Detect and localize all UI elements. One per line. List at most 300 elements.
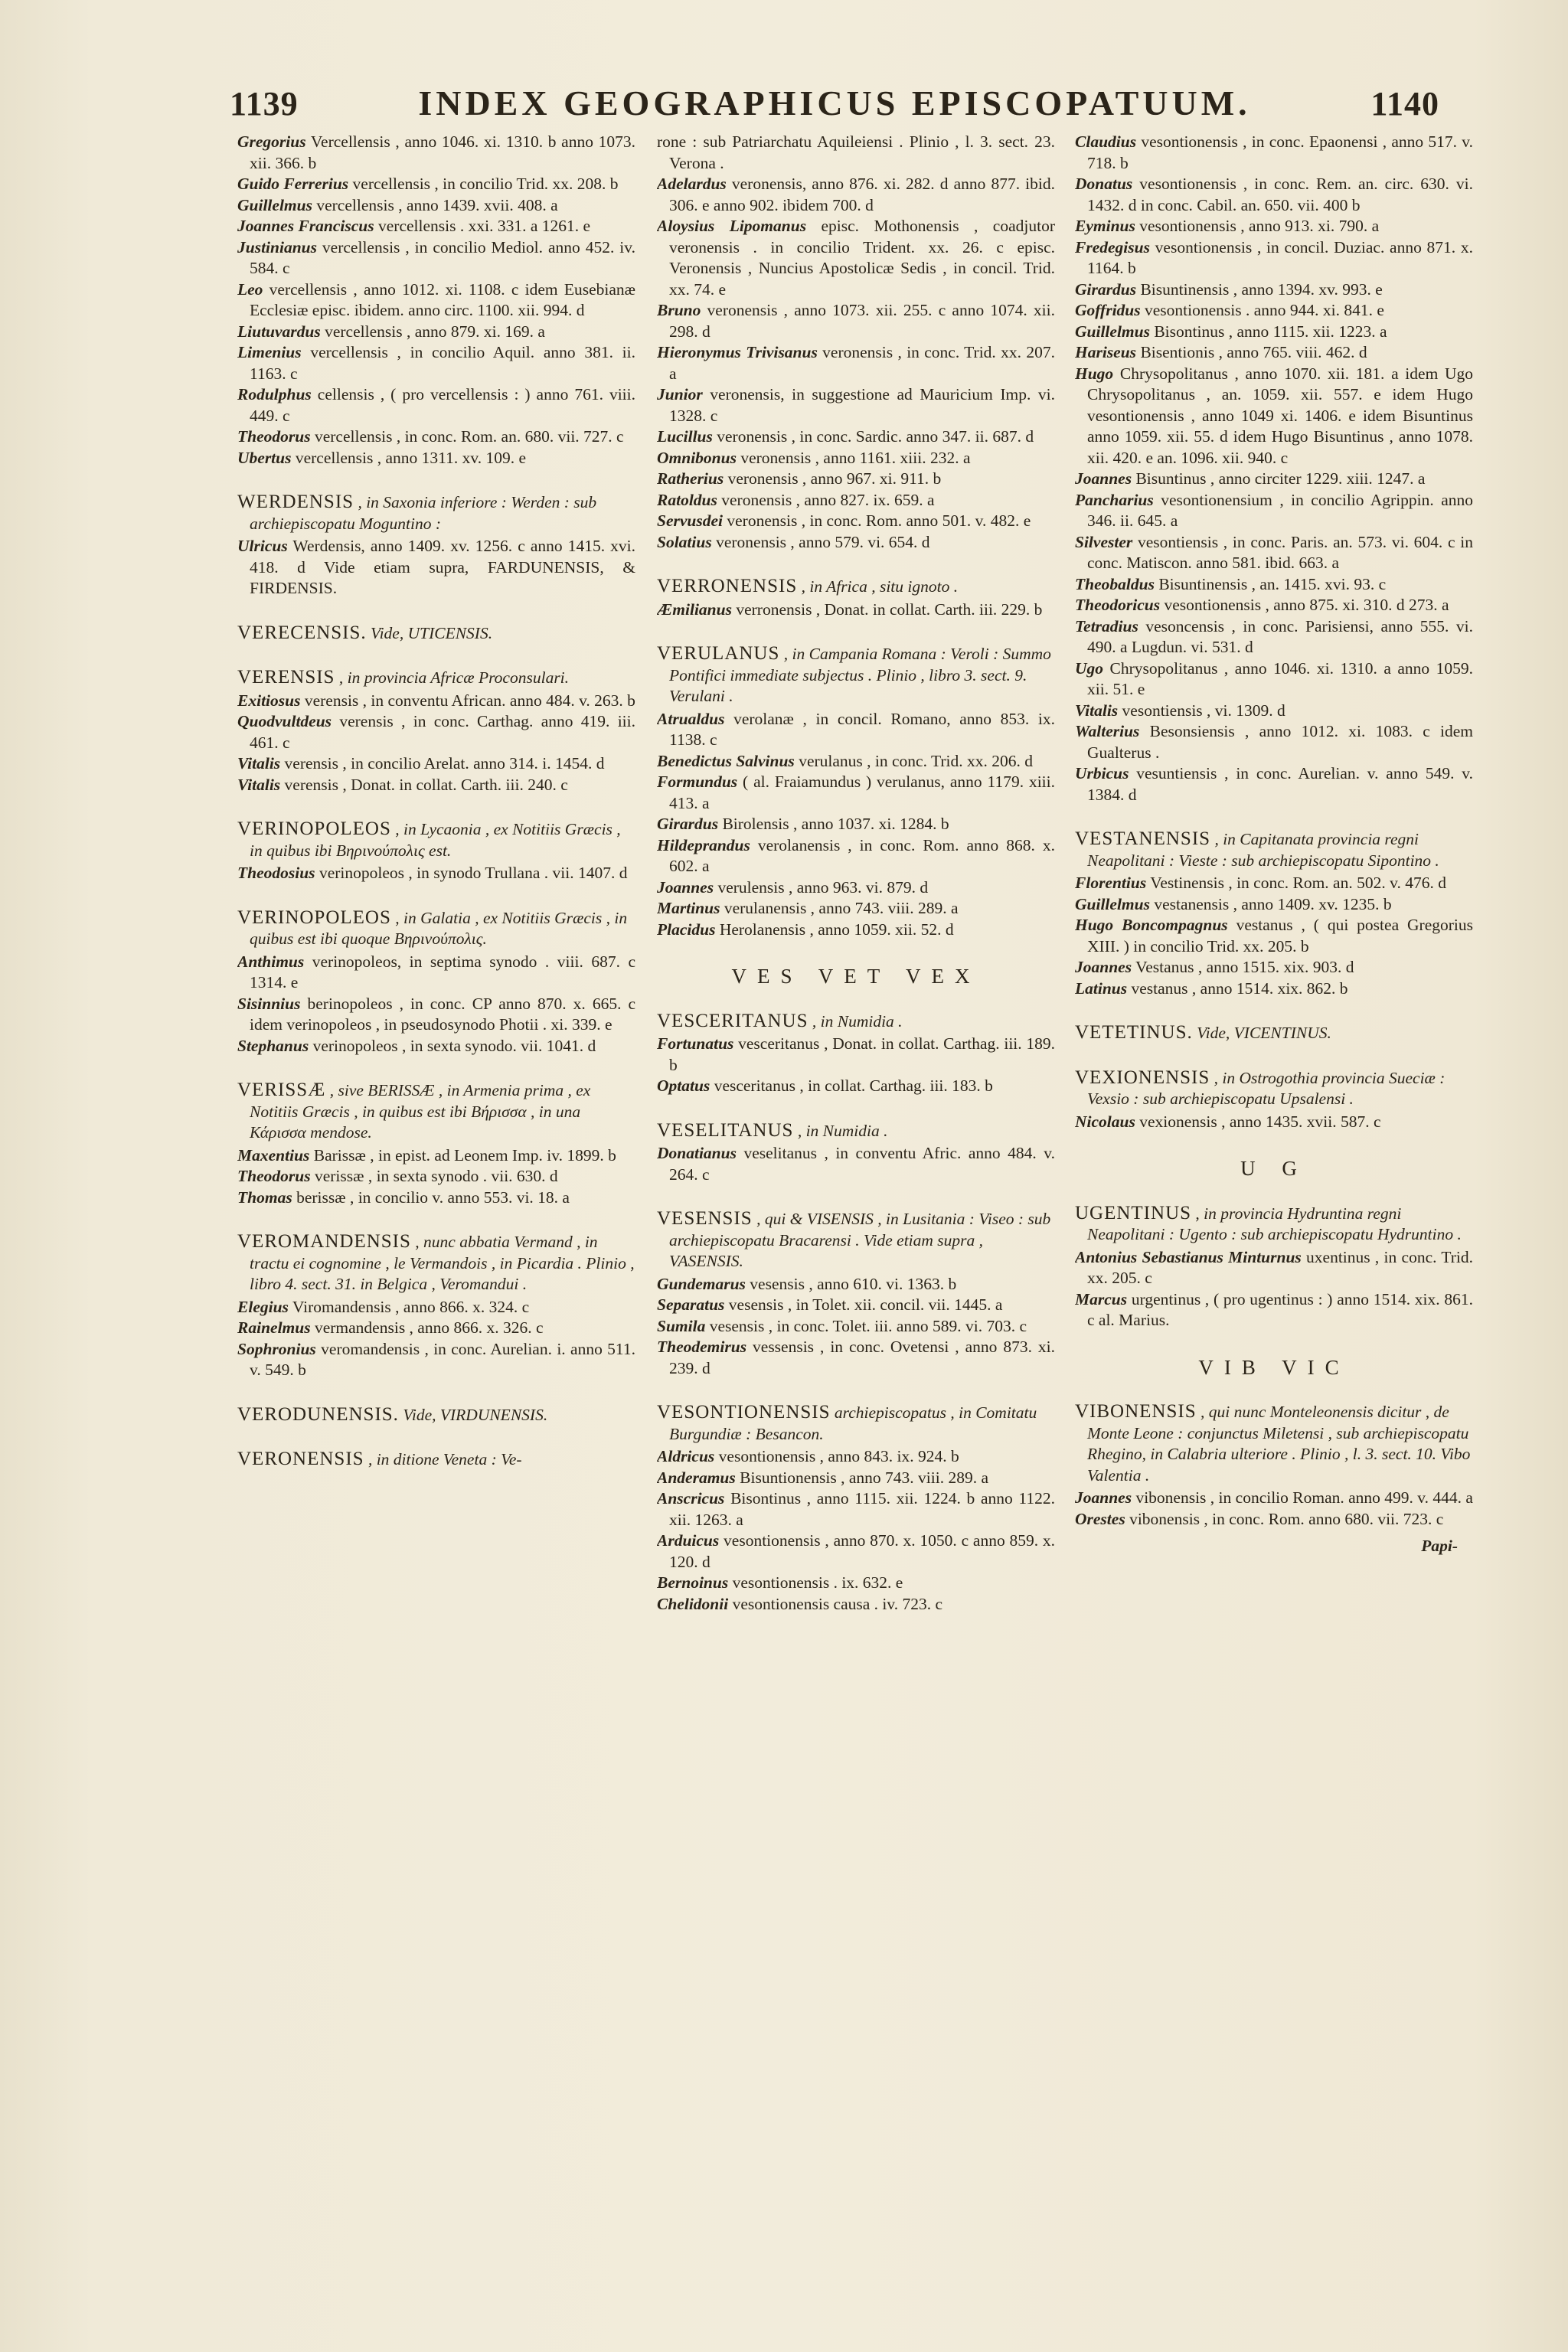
bishop-name: Exitiosus	[237, 691, 301, 710]
entry-reference: berinopoleos , in conc. CP anno 870. x. 665. c idem verinopoleos , in pseudosynodo Photii . xi. 339. e	[250, 994, 635, 1034]
bishop-name: Theodorus	[237, 1167, 311, 1185]
bishop-name: Walterius	[1075, 722, 1140, 740]
see-note: , in Africa , situ ignoto .	[797, 577, 959, 596]
index-entry	[657, 216, 1055, 300]
see-name: VESCERITANUS	[657, 1010, 808, 1031]
entry-reference: urgentinus , ( pro ugentinus : ) anno 1514. xix. 861. c al. Marius.	[1087, 1289, 1473, 1329]
entry-reference: vesontionensis causa . iv. 723. c	[728, 1594, 943, 1613]
entry-reference: vexionensis , anno 1435. xvii. 587. c	[1135, 1112, 1381, 1131]
see-note: Vide, VICENTINUS.	[1192, 1024, 1331, 1042]
entry-reference: veronensis , anno 827. ix. 659. a	[717, 490, 935, 509]
see-note: archiepiscopatus , in Comitatu Burgundiæ : Besancon.	[669, 1403, 1037, 1443]
entry-reference: veronensis , anno 1073. xii. 255. c anno 1074. xii. 298. d	[669, 301, 1055, 341]
entry-reference: vesoncensis , in conc. Parisiensi, anno 555. vi. 490. a Lugdun. vi. 531. d	[1087, 616, 1473, 656]
see-heading	[237, 1449, 635, 1471]
index-entry	[657, 511, 1055, 532]
entry-reference: vesceritanus , in collat. Carthag. iii. 183. b	[710, 1076, 993, 1095]
page-title: INDEX GEOGRAPHICUS EPISCOPATUUM.	[418, 83, 1251, 122]
index-entry	[1075, 721, 1473, 763]
see-note: , in Ostrogothia provincia Sueciæ : Vexsio : sub archiepiscopatu Upsalensi .	[1087, 1068, 1446, 1108]
index-entry	[1075, 658, 1473, 701]
see-name: VERISSÆ	[237, 1080, 326, 1100]
see-name: VETETINUS.	[1075, 1022, 1193, 1043]
index-entry	[1075, 1112, 1473, 1133]
bishop-name: Optatus	[657, 1076, 710, 1095]
entry-reference: Barissæ , in epist. ad Leonem Imp. iv. 1899. b	[309, 1145, 616, 1165]
entry-reference: vesuntiensis , in conc. Aurelian. v. anno 549. v. 1384. d	[1087, 764, 1473, 804]
see-note: , sive BERISSÆ , in Armenia prima , ex Notitiis Græcis , in quibus est ibi Βήρισσα , in una Κάρισσα mendose.	[250, 1081, 591, 1142]
bishop-name: Liutuvardus	[237, 322, 321, 341]
entry-reference: veronensis , in conc. Rom. anno 501. v. 482. e	[723, 511, 1031, 530]
bishop-name: Omnibonus	[657, 448, 737, 467]
index-entry	[237, 279, 635, 322]
bishop-name: Orestes	[1075, 1509, 1125, 1528]
bishop-name: Anderamus	[657, 1468, 736, 1487]
index-entry	[657, 532, 1055, 554]
entry-reference: vercellensis . xxi. 331. a 1261. e	[374, 217, 591, 235]
entry-reference: verinopoleos, in septima synodo . viii. 687. c 1314. e	[250, 952, 635, 991]
entry-reference: vermandensis , anno 866. x. 326. c	[310, 1318, 544, 1337]
index-entry	[657, 877, 1055, 899]
index-entry	[237, 174, 635, 195]
bishop-name: Marcus	[1075, 1289, 1128, 1308]
index-entry	[657, 1573, 1055, 1594]
see-note: , qui & VISENSIS , in Lusitania : Viseo : sub archiepiscopatu Bracarensi . Vide etiam supra , VASENSIS.	[669, 1210, 1051, 1270]
see-name: VESENSIS	[657, 1208, 753, 1229]
bishop-name: Guillelmus	[237, 195, 312, 214]
bishop-name: Hieronymus Trivisanus	[657, 343, 818, 361]
bishop-name: Aldricus	[657, 1447, 715, 1465]
index-entry	[1075, 595, 1473, 616]
entry-reference: vesontionensis , anno 843. ix. 924. b	[714, 1447, 959, 1465]
entry-reference: veronensis, in suggestione ad Mauricium Imp. vi. 1328. c	[669, 385, 1055, 425]
bishop-name: Joannes	[657, 877, 714, 897]
bishop-name: Claudius	[1075, 132, 1137, 151]
see-heading	[237, 492, 635, 534]
bishop-name: Maxentius	[237, 1145, 310, 1165]
entry-reference: Bisontinus , anno 1115. xii. 1223. a	[1149, 322, 1387, 341]
bishop-name: Anthimus	[237, 952, 305, 971]
index-entry	[657, 835, 1055, 877]
index-entry	[1075, 216, 1473, 237]
entry-reference: verulanensis , anno 743. viii. 289. a	[720, 899, 959, 917]
entry-reference: uxentinus , in conc. Trid. xx. 205. c	[1087, 1247, 1473, 1287]
see-heading	[1075, 828, 1473, 871]
bishop-name: Urbicus	[1075, 764, 1129, 782]
see-heading	[1075, 1203, 1473, 1246]
bishop-name: Placidus	[657, 920, 716, 939]
see-name: VESTANENSIS	[1075, 828, 1211, 849]
bishop-name: Formundus	[657, 773, 738, 791]
index-entry	[237, 426, 635, 448]
index-entry	[657, 490, 1055, 511]
see-name: VERECENSIS.	[237, 622, 367, 643]
entry-reference: verensis , in conc. Carthag. anno 419. iii. 461. c	[250, 712, 635, 752]
index-entry	[237, 1166, 635, 1187]
index-entry	[657, 751, 1055, 773]
entry-reference: verronensis , Donat. in collat. Carth. iii. 229. b	[731, 599, 1043, 619]
bishop-name: Justinianus	[237, 237, 317, 256]
entry-reference: Bisentionis , anno 765. viii. 462. d	[1136, 343, 1367, 361]
entry-reference: vercellensis , in conc. Rom. an. 680. vii. 727. c	[310, 427, 624, 446]
bishop-name: Vitalis	[237, 754, 281, 773]
catchword	[1075, 1536, 1473, 1557]
bishop-name: Solatius	[657, 532, 712, 551]
bishop-name: Anscricus	[657, 1489, 725, 1508]
index-entry	[657, 469, 1055, 490]
entry-reference: vestanus , ( qui postea Gregorius XIII. ) in concilio Trid. xx. 205. b	[1087, 916, 1473, 956]
entry-reference: Herolanensis , anno 1059. xii. 52. d	[715, 920, 954, 939]
index-entry	[657, 342, 1055, 384]
see-heading	[237, 1080, 635, 1144]
bishop-name: Girardus	[657, 815, 719, 833]
entry-reference: vesensis , anno 610. vi. 1363. b	[745, 1274, 957, 1293]
see-note: , in provincia Hydruntina regni Neapolitani : Ugento : sub archiepiscopatu Hydruntino .	[1087, 1204, 1462, 1243]
entry-reference: Bisuntionensis , anno 743. viii. 289. a	[735, 1468, 989, 1487]
see-name: VERINOPOLEOS	[237, 818, 391, 839]
see-name: VERONENSIS	[237, 1449, 364, 1469]
index-entry	[1075, 174, 1473, 216]
entry-reference: Werdensis, anno 1409. xv. 1256. c anno 1415. xvi. 418. d Vide etiam supra, FARDUNENSIS, & FIRDENSIS.	[250, 537, 635, 597]
index-entry	[657, 1594, 1055, 1615]
bishop-name: Bruno	[657, 301, 701, 319]
see-name: VEXIONENSIS	[1075, 1067, 1210, 1088]
see-note: , in Galatia , ex Notitiis Græcis , in quibus est ibi quoque Βηρινούπολις.	[250, 908, 628, 948]
bishop-name: Eyminus	[1075, 217, 1135, 235]
entry-reference: cellensis , ( pro vercellensis : ) anno 761. viii. 449. c	[250, 385, 635, 425]
see-note: Vide, VIRDUNENSIS.	[398, 1405, 548, 1424]
index-entry	[1075, 132, 1473, 174]
entry-reference: vestanus , anno 1514. xix. 862. b	[1127, 978, 1348, 998]
entry-reference: Bisontinus , anno 1115. xii. 1224. b anno 1122. xii. 1263. a	[669, 1489, 1055, 1529]
entry-reference: Besonsiensis , anno 1012. xi. 1083. c idem Gualterus .	[1087, 722, 1473, 762]
bishop-name: Quodvultdeus	[237, 712, 332, 730]
entry-reference: verensis , in concilio Arelat. anno 314. i. 1454. d	[280, 754, 605, 773]
index-entry	[657, 1530, 1055, 1573]
entry-reference: Vercellensis , anno 1046. xi. 1310. b anno 1073. xii. 366. b	[250, 132, 635, 172]
see-heading	[237, 818, 635, 861]
index-entry	[1075, 1289, 1473, 1331]
index-entry	[237, 1145, 635, 1167]
index-entry	[237, 775, 635, 796]
bishop-name: Theobaldus	[1075, 574, 1155, 593]
index-entry	[1075, 1509, 1473, 1530]
bishop-name: Chelidonii	[657, 1594, 729, 1613]
index-entry	[657, 1295, 1055, 1316]
index-entry	[1075, 763, 1473, 805]
index-entry	[1075, 894, 1473, 916]
see-heading	[237, 1231, 635, 1295]
index-entry	[237, 1036, 635, 1057]
index-entry	[1075, 1247, 1473, 1289]
index-entry	[657, 300, 1055, 342]
bishop-name: Adelardus	[657, 175, 727, 193]
index-entry	[657, 920, 1055, 941]
bishop-name: Ratherius	[657, 469, 724, 488]
index-entry	[1075, 915, 1473, 957]
page-number-left: 1139	[230, 85, 299, 122]
index-entry	[657, 1143, 1055, 1185]
see-heading	[657, 1011, 1055, 1033]
bishop-name: Joannes	[1075, 469, 1132, 488]
entry-reference: episc. Mothonensis , coadjutor veronensis . in concilio Trident. xx. 26. c episc. Veronensis , Nuncius Apostolicæ Sedis , in concil. Trid. xx. 74. e	[669, 217, 1055, 299]
bishop-name: Joannes	[1075, 958, 1132, 976]
entry-reference: vercellensis , in concilio Mediol. anno 452. iv. 584. c	[250, 237, 635, 277]
entry-reference: verulanus , in conc. Trid. xx. 206. d	[794, 751, 1033, 770]
bishop-name: Lucillus	[657, 427, 713, 446]
entry-reference: vesontionensis , in concil. Duziac. anno 871. x. 1164. b	[1087, 237, 1473, 277]
index-entry	[657, 1076, 1055, 1097]
see-heading	[237, 667, 635, 689]
see-name: WERDENSIS	[237, 492, 354, 512]
index-entry	[237, 384, 635, 426]
entry-reference: Bisuntinus , anno circiter 1229. xiii. 1247. a	[1132, 469, 1426, 488]
index-entry	[1075, 701, 1473, 722]
see-name: VESONTIONENSIS	[657, 1402, 831, 1423]
entry-reference: Chrysopolitanus , anno 1046. xi. 1310. a anno 1059. xii. 51. e	[1087, 658, 1473, 698]
entry-reference: vesontionensis , anno 875. xi. 310. d 273. a	[1160, 596, 1449, 614]
entry-reference: vercellensis , anno 879. xi. 169. a	[320, 322, 545, 341]
entry-reference: vesensis , in conc. Tolet. iii. anno 589. vi. 703. c	[705, 1316, 1027, 1335]
see-heading	[1075, 1067, 1473, 1110]
bishop-name: Atrualdus	[657, 709, 725, 728]
entry-reference: vesontiensis , vi. 1309. d	[1118, 701, 1285, 720]
entry-reference: vibonensis , in concilio Roman. anno 499. v. 444. a	[1132, 1488, 1473, 1507]
column-1	[237, 132, 635, 2199]
index-entry	[237, 1297, 635, 1318]
entry-reference: verinopoleos , in synodo Trullana . vii. 1407. d	[315, 864, 628, 882]
entry-reference: vessensis , in conc. Ovetensi , anno 873. xi. 239. d	[669, 1338, 1055, 1377]
bishop-name: Thomas	[237, 1187, 292, 1207]
entry-reference: veronensis , in conc. Sardic. anno 347. ii. 687. d	[712, 427, 1034, 446]
see-heading	[657, 1208, 1055, 1272]
bishop-name: Ratoldus	[657, 490, 717, 509]
entry-reference: Bisuntinensis , anno 1394. xv. 993. e	[1136, 279, 1383, 299]
entry-reference: veronensis , anno 579. vi. 654. d	[711, 532, 930, 551]
entry-reference: Vestanus , anno 1515. xix. 903. d	[1132, 958, 1354, 976]
see-name: VERULANUS	[657, 643, 780, 664]
entry-reference: vesontionensium , in concilio Agrippin. anno 346. ii. 645. a	[1087, 490, 1473, 530]
entry-reference: veselitanus , in conventu Afric. anno 484. v. 264. c	[669, 1144, 1055, 1184]
bishop-name: Latinus	[1075, 978, 1128, 998]
entry-reference: verulensis , anno 963. vi. 879. d	[714, 877, 929, 897]
index-entry	[237, 195, 635, 217]
page-number-right: 1140	[1370, 85, 1439, 122]
bishop-name: Pancharius	[1075, 490, 1154, 509]
index-entry	[657, 448, 1055, 469]
see-name: VIBONENSIS	[1075, 1401, 1197, 1422]
see-note: , in provincia Africæ Proconsulari.	[335, 668, 570, 687]
see-heading	[1075, 1401, 1473, 1486]
index-entry	[237, 132, 635, 174]
see-note: , in Numidia .	[808, 1011, 903, 1031]
bishop-name: Theodorus	[237, 427, 311, 446]
index-entry	[237, 1187, 635, 1209]
entry-reference: vercellensis , anno 1439. xvii. 408. a	[312, 195, 558, 214]
bishop-name: Martinus	[657, 899, 720, 917]
bishop-name: Guillelmus	[1075, 322, 1150, 341]
index-entry	[657, 174, 1055, 216]
index-entry	[657, 814, 1055, 835]
index-entry	[1075, 322, 1473, 343]
see-name: VERRONENSIS	[657, 576, 798, 596]
bishop-name: Sophronius	[237, 1339, 316, 1358]
bishop-name: Ubertus	[237, 448, 292, 467]
index-entry	[657, 709, 1055, 751]
index-entry	[657, 384, 1055, 426]
entry-reference: vesontionensis , anno 913. xi. 790. a	[1135, 217, 1380, 235]
entry-reference: rone : sub Patriarchatu Aquileiensi . Plinio , l. 3. sect. 23. Verona .	[657, 132, 1055, 172]
index-entry	[657, 599, 1055, 621]
column-2	[657, 132, 1055, 2199]
index-entry	[237, 536, 635, 599]
entry-reference: ( al. Fraiamundus ) verulanus, anno 1179. xiii. 413. a	[669, 773, 1055, 812]
index-entry	[657, 772, 1055, 814]
section-label: VIB VIC	[1198, 1355, 1350, 1379]
see-note: Vide, UTICENSIS.	[366, 623, 493, 642]
index-entry	[237, 1339, 635, 1381]
bishop-name: Fortunatus	[657, 1034, 734, 1053]
see-name: UGENTINUS	[1075, 1202, 1192, 1223]
index-entry	[1075, 532, 1473, 574]
entry-reference: veronensis, anno 876. xi. 282. d anno 877. ibid. 306. e anno 902. ibidem 700. d	[669, 175, 1055, 214]
index-entry	[1075, 978, 1473, 1000]
bishop-name: Hariseus	[1075, 343, 1137, 361]
entry-reference: verensis , Donat. in collat. Carth. iii. 240. c	[280, 775, 568, 794]
index-entry	[1075, 469, 1473, 490]
entry-reference: vesontionensis , in conc. Rem. an. circ. 630. vi. 1432. d in conc. Cabil. an. 650. vii. 400 b	[1087, 175, 1473, 214]
see-heading	[657, 1120, 1055, 1142]
bishop-name: Ulricus	[237, 537, 288, 555]
bishop-name: Girardus	[1075, 279, 1137, 299]
catchword-text: Papi-	[1421, 1537, 1458, 1555]
bishop-name: Elegius	[237, 1297, 289, 1316]
see-heading	[237, 907, 635, 950]
entry-reference: vesontionensis , anno 870. x. 1050. c anno 859. x. 120. d	[669, 1531, 1055, 1571]
bishop-name: Aloysius Lipomanus	[657, 217, 807, 235]
index-entry	[657, 132, 1055, 174]
see-note: , qui nunc Monteleonensis dicitur , de Monte Leone : conjunctus Miletensi , sub archiepiscopatu Rhegino, in Calabria ulteriore . Plinio , l. 3. sect. 10. Vibo Valentia .	[1087, 1403, 1471, 1485]
index-entry	[237, 691, 635, 712]
see-note: , in Capitanata provincia regni Neapolitani : Vieste : sub archiepiscopatu Sipontino .	[1087, 830, 1439, 870]
bishop-name: Sisinnius	[237, 994, 301, 1013]
see-name: VERENSIS	[237, 667, 335, 688]
index-entry	[237, 237, 635, 279]
bishop-name: Donatus	[1075, 175, 1133, 193]
bishop-name: Gundemarus	[657, 1274, 746, 1293]
entry-reference: Vestinensis , in conc. Rom. an. 502. v. 476. d	[1146, 874, 1446, 892]
entry-reference: vesontionensis . ix. 632. e	[728, 1573, 903, 1592]
bishop-name: Hildeprandus	[657, 835, 750, 854]
entry-reference: vercellensis , anno 1311. xv. 109. e	[291, 448, 526, 467]
page-header	[230, 83, 1439, 129]
bishop-name: Hugo Boncompagnus	[1075, 916, 1228, 934]
bishop-name: Theodemirus	[657, 1338, 747, 1356]
entry-reference: Birolensis , anno 1037. xi. 1284. b	[718, 815, 949, 833]
index-entry	[237, 994, 635, 1036]
index-entry	[237, 342, 635, 384]
index-entry	[657, 898, 1055, 920]
bishop-name: Separatus	[657, 1295, 725, 1314]
bishop-name: Guillelmus	[1075, 894, 1150, 913]
bishop-name: Antonius Sebastianus Minturnus	[1075, 1247, 1302, 1266]
bishop-name: Gregorius	[237, 132, 306, 151]
column-3	[1075, 132, 1473, 2199]
index-entry	[657, 1468, 1055, 1489]
see-heading	[657, 1402, 1055, 1445]
see-heading	[657, 576, 1055, 598]
see-heading	[237, 1404, 635, 1426]
see-heading	[1075, 1022, 1473, 1044]
index-entry	[657, 1488, 1055, 1530]
entry-reference: veronensis , anno 967. xi. 911. b	[724, 469, 942, 488]
index-entry	[237, 216, 635, 237]
bishop-name: Vitalis	[1075, 701, 1119, 720]
index-entry	[1075, 1488, 1473, 1509]
entry-reference: vercellensis , anno 1012. xi. 1108. c idem Eusebianæ Ecclesiæ episc. ibidem. anno circ. 1100. xii. 994. d	[250, 279, 635, 319]
see-note: , in ditione Veneta : Ve-	[364, 1450, 522, 1468]
entry-reference: Chrysopolitanus , anno 1070. xii. 181. a idem Ugo Chrysopolitanus , an. 1059. xii. 557. e idem Hugo vesontionensis , anno 1049 xi. 1406. e idem Bisuntinus anno 1059. xii. 55. d idem Hugo Bisuntinus , anno 1078. xii. 420. e an. 1096. xii. 940. c	[1087, 364, 1473, 467]
bishop-name: Theodoricus	[1075, 596, 1161, 614]
index-entry	[657, 426, 1055, 448]
index-entry	[237, 711, 635, 753]
bishop-name: Bernoinus	[657, 1573, 729, 1592]
bishop-name: Theodosius	[237, 864, 315, 882]
entry-reference: verolanensis , in conc. Rom. anno 868. x. 602. a	[669, 835, 1055, 875]
index-entry	[237, 448, 635, 469]
entry-reference: vestanensis , anno 1409. xv. 1235. b	[1149, 894, 1392, 913]
index-entry	[237, 753, 635, 775]
index-entry	[1075, 616, 1473, 658]
entry-reference: vesontionensis , in conc. Epaonensi , anno 517. v. 718. b	[1087, 132, 1473, 172]
bishop-name: Nicolaus	[1075, 1112, 1135, 1131]
index-entry	[1075, 490, 1473, 532]
entry-reference: veromandensis , in conc. Aurelian. i. anno 511. v. 549. b	[250, 1339, 635, 1379]
bishop-name: Joannes Franciscus	[237, 217, 374, 235]
index-entry	[657, 1274, 1055, 1295]
bishop-name: Vitalis	[237, 775, 281, 794]
entry-reference: vesceritanus , Donat. in collat. Carthag. iii. 189. b	[669, 1034, 1055, 1074]
index-entry	[1075, 574, 1473, 596]
section-letters	[1075, 1158, 1473, 1180]
bishop-name: Rainelmus	[237, 1318, 311, 1337]
see-heading	[657, 643, 1055, 707]
see-heading	[237, 622, 635, 645]
bishop-name: Sumila	[657, 1316, 706, 1335]
see-name: VESELITANUS	[657, 1119, 794, 1141]
index-entry	[1075, 342, 1473, 364]
see-name: VERODUNENSIS.	[237, 1403, 399, 1425]
index-entry	[1075, 237, 1473, 279]
entry-reference: veronensis , in conc. Trid. xx. 207. a	[669, 343, 1055, 383]
section-label: U G	[1240, 1157, 1308, 1180]
index-entry	[1075, 279, 1473, 301]
section-letters	[657, 966, 1055, 988]
index-entry	[657, 1337, 1055, 1379]
entry-reference: vesensis , in Tolet. xii. concil. vii. 1445. a	[724, 1295, 1003, 1314]
section-label: VES VET VEX	[731, 965, 981, 988]
entry-reference: veronensis , anno 1161. xiii. 232. a	[736, 448, 971, 467]
entry-reference: verensis , in conventu African. anno 484. v. 263. b	[300, 691, 635, 710]
bishop-name: Æmilianus	[657, 599, 732, 619]
index-entry	[1075, 364, 1473, 469]
bishop-name: Silvester	[1075, 532, 1133, 551]
see-name: VEROMANDENSIS	[237, 1231, 411, 1252]
bishop-name: Arduicus	[657, 1531, 720, 1550]
index-entry	[237, 322, 635, 343]
bishop-name: Stephanus	[237, 1036, 309, 1055]
bishop-name: Limenius	[237, 343, 302, 361]
